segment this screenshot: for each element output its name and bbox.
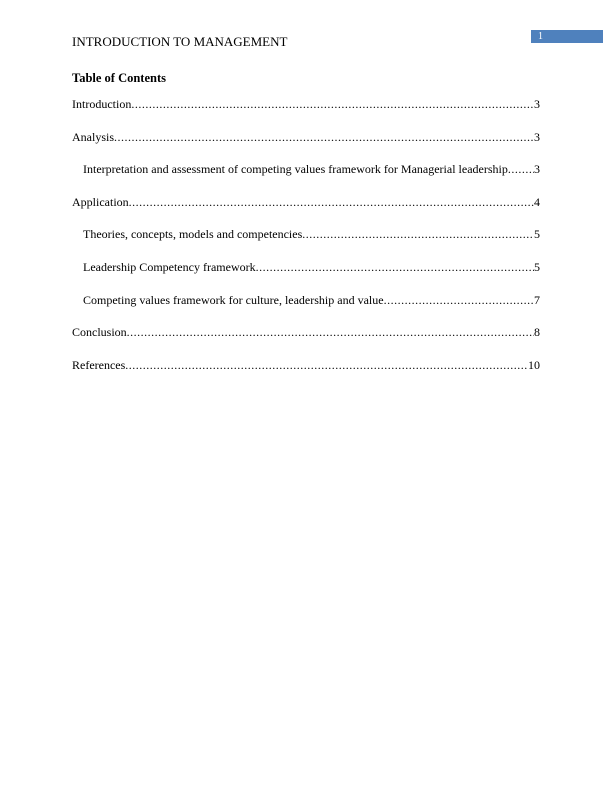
page-header-title: INTRODUCTION TO MANAGEMENT	[72, 34, 288, 49]
toc-entry-introduction[interactable]	[72, 97, 540, 113]
toc-entry-conclusion[interactable]	[72, 325, 540, 341]
toc-entry-page: 10	[528, 357, 540, 372]
toc-heading: Table of Contents	[72, 71, 166, 85]
toc-entry-competing-values[interactable]	[72, 293, 540, 309]
toc-entry-label: Leadership Competency framework	[83, 259, 256, 274]
toc-entry-analysis[interactable]	[72, 130, 540, 146]
toc-entry-page: 8	[534, 325, 540, 340]
toc-entry-label: References	[72, 357, 126, 372]
toc-leader-dots	[384, 293, 534, 308]
toc-leader-dots	[508, 162, 534, 177]
toc-leader-dots	[129, 195, 534, 210]
toc-entry-label: Application	[72, 194, 129, 209]
toc-entry-references[interactable]	[72, 358, 540, 374]
toc-entry-label: Analysis	[72, 129, 114, 144]
toc-entry-label: Conclusion	[72, 325, 127, 340]
toc-leader-dots	[127, 325, 534, 340]
toc-entry-page: 3	[534, 162, 540, 177]
toc-entry-theories[interactable]	[72, 227, 540, 243]
toc-entry-page: 3	[534, 129, 540, 144]
toc-leader-dots	[125, 358, 528, 373]
toc-entry-leadership-competency[interactable]	[72, 260, 540, 276]
toc-entry-page: 3	[534, 97, 540, 111]
toc-entry-page: 5	[534, 227, 540, 242]
toc-entry-label: Competing values framework for culture, leadership and value	[83, 292, 384, 307]
toc-entry-application[interactable]	[72, 195, 540, 211]
page-number-badge: 1	[531, 30, 603, 43]
toc-entry-page: 5	[534, 259, 540, 274]
toc-leader-dots	[131, 97, 534, 112]
toc-leader-dots	[256, 260, 534, 275]
toc-entry-label: Theories, concepts, models and competencies	[83, 227, 303, 242]
toc-entry-label: Interpretation and assessment of competing values framework for Managerial leadership	[83, 162, 508, 177]
toc-leader-dots	[302, 227, 534, 242]
toc-list	[72, 97, 540, 390]
toc-leader-dots	[114, 130, 534, 145]
toc-entry-page: 7	[534, 292, 540, 307]
toc-entry-label: Introduction	[72, 97, 132, 111]
toc-entry-page: 4	[534, 194, 540, 209]
toc-entry-interpretation[interactable]	[72, 162, 540, 178]
